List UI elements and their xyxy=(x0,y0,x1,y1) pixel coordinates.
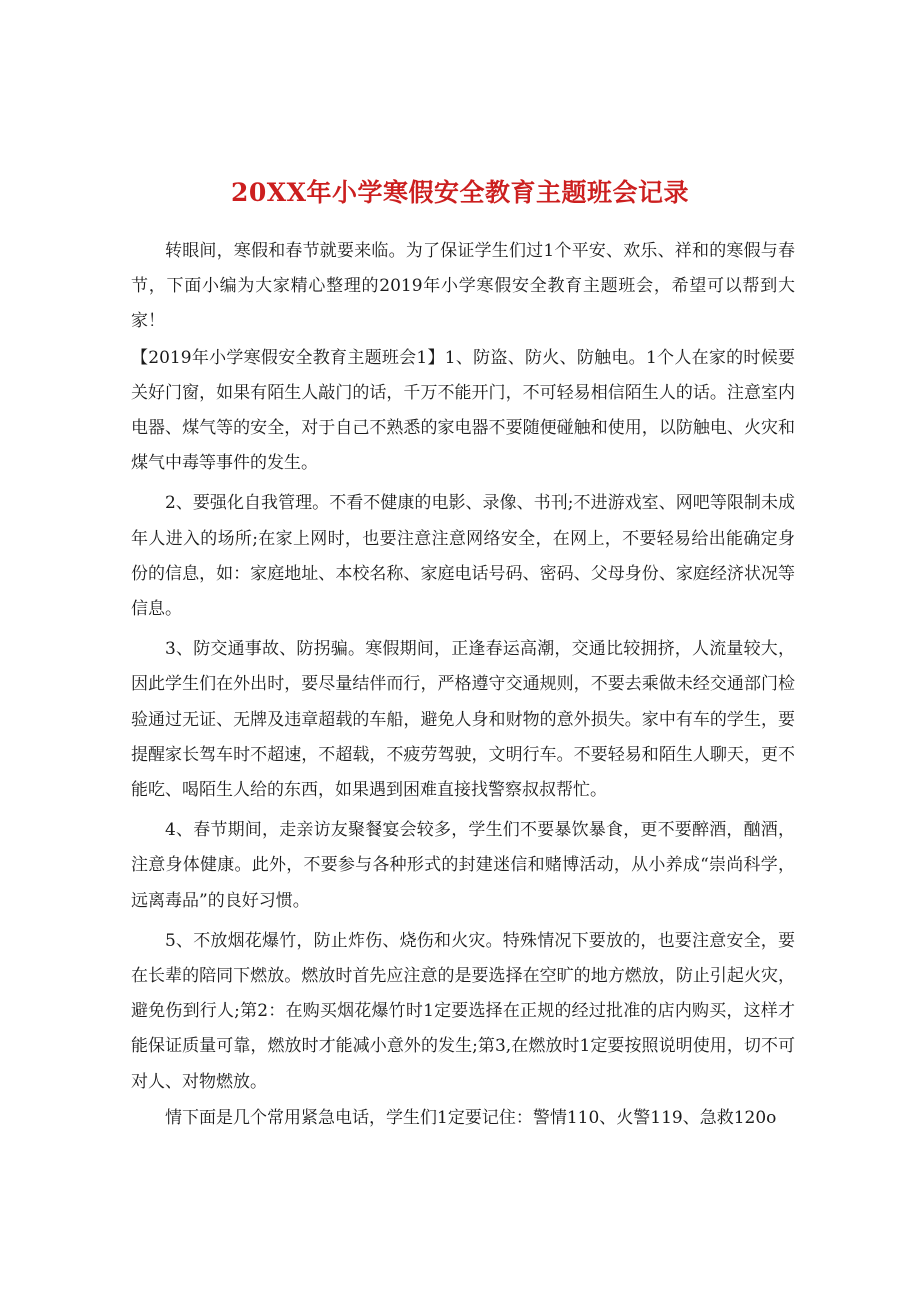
emergency-numbers-paragraph: 情下面是几个常用紧急电话，学生们1定要记住：警情110、火警119、急救120o xyxy=(165,1107,777,1128)
document-body xyxy=(131,234,795,1136)
document-title: 20XX年小学寒假安全教育主题班会记录 xyxy=(230,177,690,207)
section-3-paragraph: 3、防交通事故、防拐骗。寒假期间，正逢春运高潮，交通比较拥挤，人流量较大，因此学生们在外出时，要尽量结伴而行，严格遵守交通规则，不要去乘做未经交通部门检验通过无证、无牌及违章超载的车船，避免人身和财物的意外损失。家中有车的学生，要提醒家长驾车时不超速，不超载，不疲劳驾驶，文明行车。不要轻易和陌生人聊天，更不能吃、喝陌生人给的东西，如果遇到困难直接找警察叔叔帮忙。 xyxy=(131,639,795,801)
intro-paragraph: 转眼间，寒假和春节就要来临。为了保证学生们过1个平安、欢乐、祥和的寒假与春节，下面小编为大家精心整理的2019年小学寒假安全教育主题班会，希望可以帮到大家！ xyxy=(131,241,795,332)
section-4-paragraph: 4、春节期间，走亲访友聚餐宴会较多，学生们不要暴饮暴食，更不要醉酒，酗酒，注意身体健康。此外，不要参与各种形式的封建迷信和赌博活动，从小养成“崇尚科学，远离毒品”的良好习惯。 xyxy=(131,820,795,911)
section-1-paragraph: 【2019年小学寒假安全教育主题班会1】1、防盗、防火、防触电。1个人在家的时候要关好门窗，如果有陌生人敲门的话，千万不能开门，不可轻易相信陌生人的话。注意室内电器、煤气等的安全，对于自己不熟悉的家电器不要随便碰触和使用，以防触电、火灾和煤气中毒等事件的发生。 xyxy=(131,347,795,474)
section-2-paragraph: 2、要强化自我管理。不看不健康的电影、录像、书刊;不进游戏室、网吧等限制未成年人进入的场所;在家上网时，也要注意注意网络安全，在网上，不要轻易给出能确定身份的信息，如：家庭地址、本校名称、家庭电话号码、密码、父母身份、家庭经济状况等信息。 xyxy=(131,493,795,620)
section-5-paragraph: 5、不放烟花爆竹，防止炸伤、烧伤和火灾。特殊情况下要放的，也要注意安全，要在长辈的陪同下燃放。燃放时首先应注意的是要选择在空旷的地方燃放，防止引起火灾，避免伤到行人;第2：在购买烟花爆竹时1定要选择在正规的经过批准的店内购买，这样才能保证质量可靠，燃放时才能减小意外的发生;第3,在燃放时1定要按照说明使用，切不可对人、对物燃放。 xyxy=(131,930,795,1092)
